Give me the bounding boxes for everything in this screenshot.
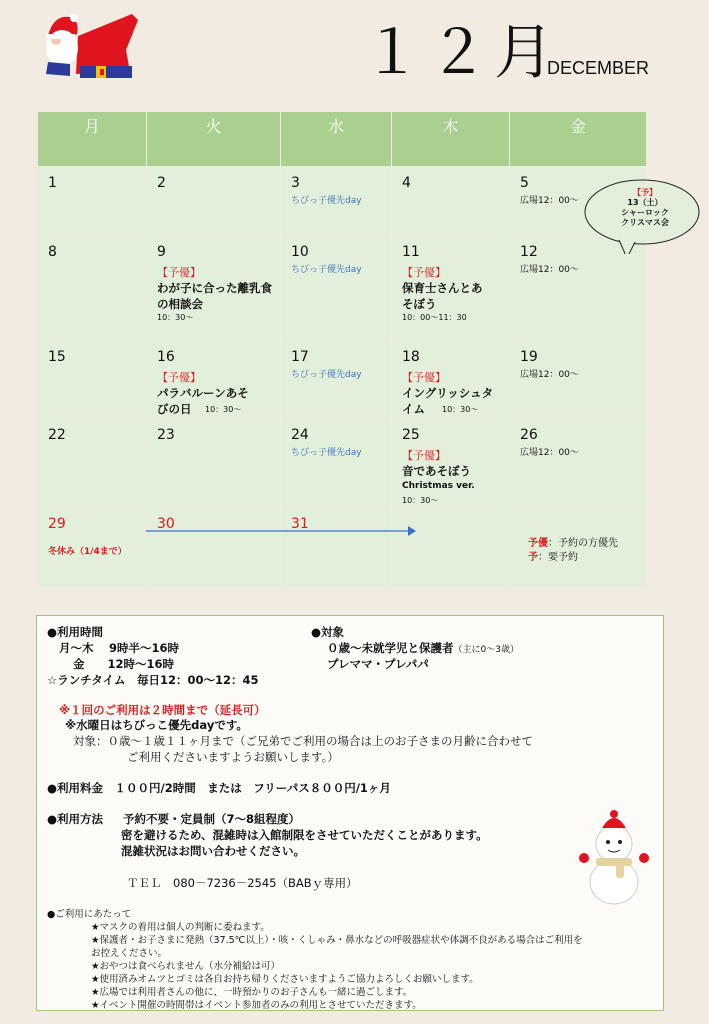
event-time: 10：30～ [402, 496, 439, 505]
day-cell-10 [281, 236, 391, 340]
legend-cell [510, 508, 646, 587]
rule-diapers: ★使用済みオムツとゴミは各自お持ち帰りくださいますようご協力よろしくお願いします。 [91, 974, 479, 985]
info-box [36, 615, 664, 1011]
day-number: 31 [291, 516, 309, 532]
day-number: 4 [402, 175, 411, 191]
day-number: 2 [157, 175, 166, 191]
method-entry-limit: 密を避けるため、混雑時は入館制限をさせていただくことがあります。 [121, 828, 488, 842]
chibikko-day-label: ちびっ子優先day [291, 370, 362, 380]
day-number: 17 [291, 349, 309, 365]
priority-reservation-tag: 【予優】 [157, 266, 201, 279]
calendar-grid [38, 112, 646, 587]
day-number: 12 [520, 244, 538, 260]
hours-mon-thu: 月～木 9時半～16時 [59, 641, 180, 655]
weekday-header-thu: 木 [392, 112, 509, 166]
day-number: 23 [157, 427, 175, 443]
weekday-header-wed: 水 [281, 112, 391, 166]
month-english-label: DECEMBER [547, 58, 650, 78]
legend-priority [528, 534, 618, 549]
bubble-text [610, 188, 680, 228]
usage-limit-note: ※１回のご利用は２時間まで（延長可） [59, 703, 266, 717]
weekday-header-fri: 金 [510, 112, 646, 166]
priority-reservation-tag: 【予優】 [402, 371, 446, 384]
bubble-tag: 【予】 [633, 188, 657, 197]
hiroba-open-label: 広場12：00～ [520, 370, 579, 380]
hiroba-open-label: 広場12：00～ [520, 196, 579, 206]
bubble-line3: クリスマス会 [621, 218, 669, 227]
day-number: 11 [402, 244, 420, 260]
legend-reserve-text: ：要予約 [538, 552, 578, 563]
target-heading: ●対象 [311, 625, 345, 639]
legend-reserve-key: 予 [528, 552, 538, 563]
day-cell-11 [392, 236, 509, 340]
event-title: パラバルーンあそびの日 [157, 386, 249, 416]
day-number: 30 [157, 516, 175, 532]
day-cell-8 [38, 236, 146, 340]
empty-cell [392, 508, 509, 587]
target-age-detail-2: ご利用くださいますようお願いします。） [127, 750, 339, 764]
rule-childcare: ★広場では利用者さんの他に、一時預かりのお子さんも一緒に過ごします。 [91, 987, 413, 998]
day-number: 25 [402, 427, 420, 443]
event-time: 10：30～ [157, 313, 194, 322]
bubble-line1: 13（土） [627, 198, 663, 207]
page-title: １２月 [362, 18, 560, 88]
day-number: 10 [291, 244, 309, 260]
fee-info: ●利用料金 １００円/2時間 または フリーパス８００円/1ヶ月 [47, 781, 391, 795]
day-cell-18 [392, 341, 509, 418]
method-no-reservation: 予約不要・定員制（7～8組程度） [123, 812, 301, 826]
snowman-icon [578, 806, 650, 906]
day-number: 19 [520, 349, 538, 365]
rule-illness: ★保護者・お子さまに発熱（37.5℃以上）・咳・くしゃみ・鼻水などの呼吸器症状や体調不良がある場合はご利用を [91, 935, 583, 946]
day-number: 8 [48, 244, 57, 260]
method-contact: 混雑状況はお問い合わせください。 [121, 844, 305, 858]
chibikko-day-label: ちびっ子優先day [291, 265, 362, 275]
target-children-text: ０歳～未就学児と保護者 [327, 641, 454, 655]
rules-heading: ●ご利用にあたって [47, 909, 132, 920]
day-number: 9 [157, 244, 166, 260]
target-age-detail: 対象：０歳～１歳１１ヶ月まで（ご兄弟でご利用の場合は上のお子さまの月齢に合わせて [73, 734, 533, 748]
hours-fri: 金 12時～16時 [73, 657, 175, 671]
hours-heading: ●利用時間 [47, 625, 104, 639]
day-cell-22 [38, 419, 146, 507]
priority-reservation-tag: 【予優】 [402, 266, 446, 279]
chibikko-day-label: ちびっ子優先day [291, 196, 362, 206]
priority-reservation-tag: 【予優】 [157, 371, 201, 384]
day-number: 1 [48, 175, 57, 191]
target-age-note: （主に0～3歳） [453, 645, 519, 655]
hiroba-open-label: 広場12：00～ [520, 448, 579, 458]
phone-number: ＴＥＬ 080－7236－2545（BABｙ専用） [127, 876, 358, 890]
santa-sleigh-icon [40, 6, 140, 84]
day-number: 15 [48, 349, 66, 365]
day-number: 3 [291, 175, 300, 191]
rule-events: ★イベント開催の時間帯はイベント参加者のみの利用とさせていただきます。 [91, 1000, 422, 1011]
day-cell-30 [147, 508, 280, 587]
day-cell-16 [147, 341, 280, 418]
closed-period-arrow-icon [146, 524, 416, 538]
event-time: 10：30～ [205, 405, 242, 414]
weekday-header-tue: 火 [147, 112, 280, 166]
event-time: 10：00～11：30 [402, 313, 467, 322]
event-subtitle: Christmas ver. [402, 481, 475, 491]
day-cell-3 [281, 167, 391, 235]
day-cell-17 [281, 341, 391, 418]
day-cell-25 [392, 419, 509, 507]
hiroba-open-label: 広場12：00～ [520, 265, 579, 275]
event-title: イングリッシュタイム [402, 386, 494, 416]
event-title: 音であそぼう [402, 464, 471, 478]
target-children [327, 640, 519, 656]
day-cell-29 [38, 508, 146, 587]
legend-priority-key: 予優 [528, 538, 548, 549]
rule-snacks: ★おやつは食べられません（水分補給は可） [91, 961, 281, 972]
rule-illness-2: お控えください。 [91, 948, 168, 959]
day-cell-19 [510, 341, 646, 418]
target-expecting: プレママ・プレパパ [327, 657, 429, 671]
day-cell-31 [281, 508, 391, 587]
day-number: 24 [291, 427, 309, 443]
winter-break-label: 冬休み（1/4まで） [48, 547, 127, 557]
lunch-time: ☆ランチタイム 毎日12：00～12：45 [47, 673, 259, 687]
day-number: 26 [520, 427, 538, 443]
day-number: 16 [157, 349, 175, 365]
rule-mask: ★マスクの着用は個人の判断に委ねます。 [91, 922, 270, 933]
chibikko-day-label: ちびっ子優先day [291, 448, 362, 458]
day-cell-2 [147, 167, 280, 235]
day-cell-26 [510, 419, 646, 507]
day-cell-4 [392, 167, 509, 235]
event-time: 10：30～ [442, 405, 479, 414]
bubble-line2: シャーロック [621, 208, 669, 217]
day-cell-1 [38, 167, 146, 235]
priority-reservation-tag: 【予優】 [402, 449, 446, 462]
day-number: 29 [48, 516, 66, 532]
day-cell-24 [281, 419, 391, 507]
event-title: 保育士さんとあそぼう [402, 281, 483, 311]
day-cell-23 [147, 419, 280, 507]
method-heading: ●利用方法 [47, 812, 104, 826]
day-number: 18 [402, 349, 420, 365]
legend-priority-text: ：予約の方優先 [548, 538, 618, 549]
event-title: わが子に合った離乳食の相談会 [157, 281, 272, 311]
day-number: 22 [48, 427, 66, 443]
day-cell-9 [147, 236, 280, 340]
legend-reserve [528, 548, 578, 563]
wednesday-note: ※水曜日はちびっこ優先dayです。 [65, 718, 248, 732]
day-cell-15 [38, 341, 146, 418]
day-number: 5 [520, 175, 529, 191]
weekday-header-mon: 月 [38, 112, 146, 166]
